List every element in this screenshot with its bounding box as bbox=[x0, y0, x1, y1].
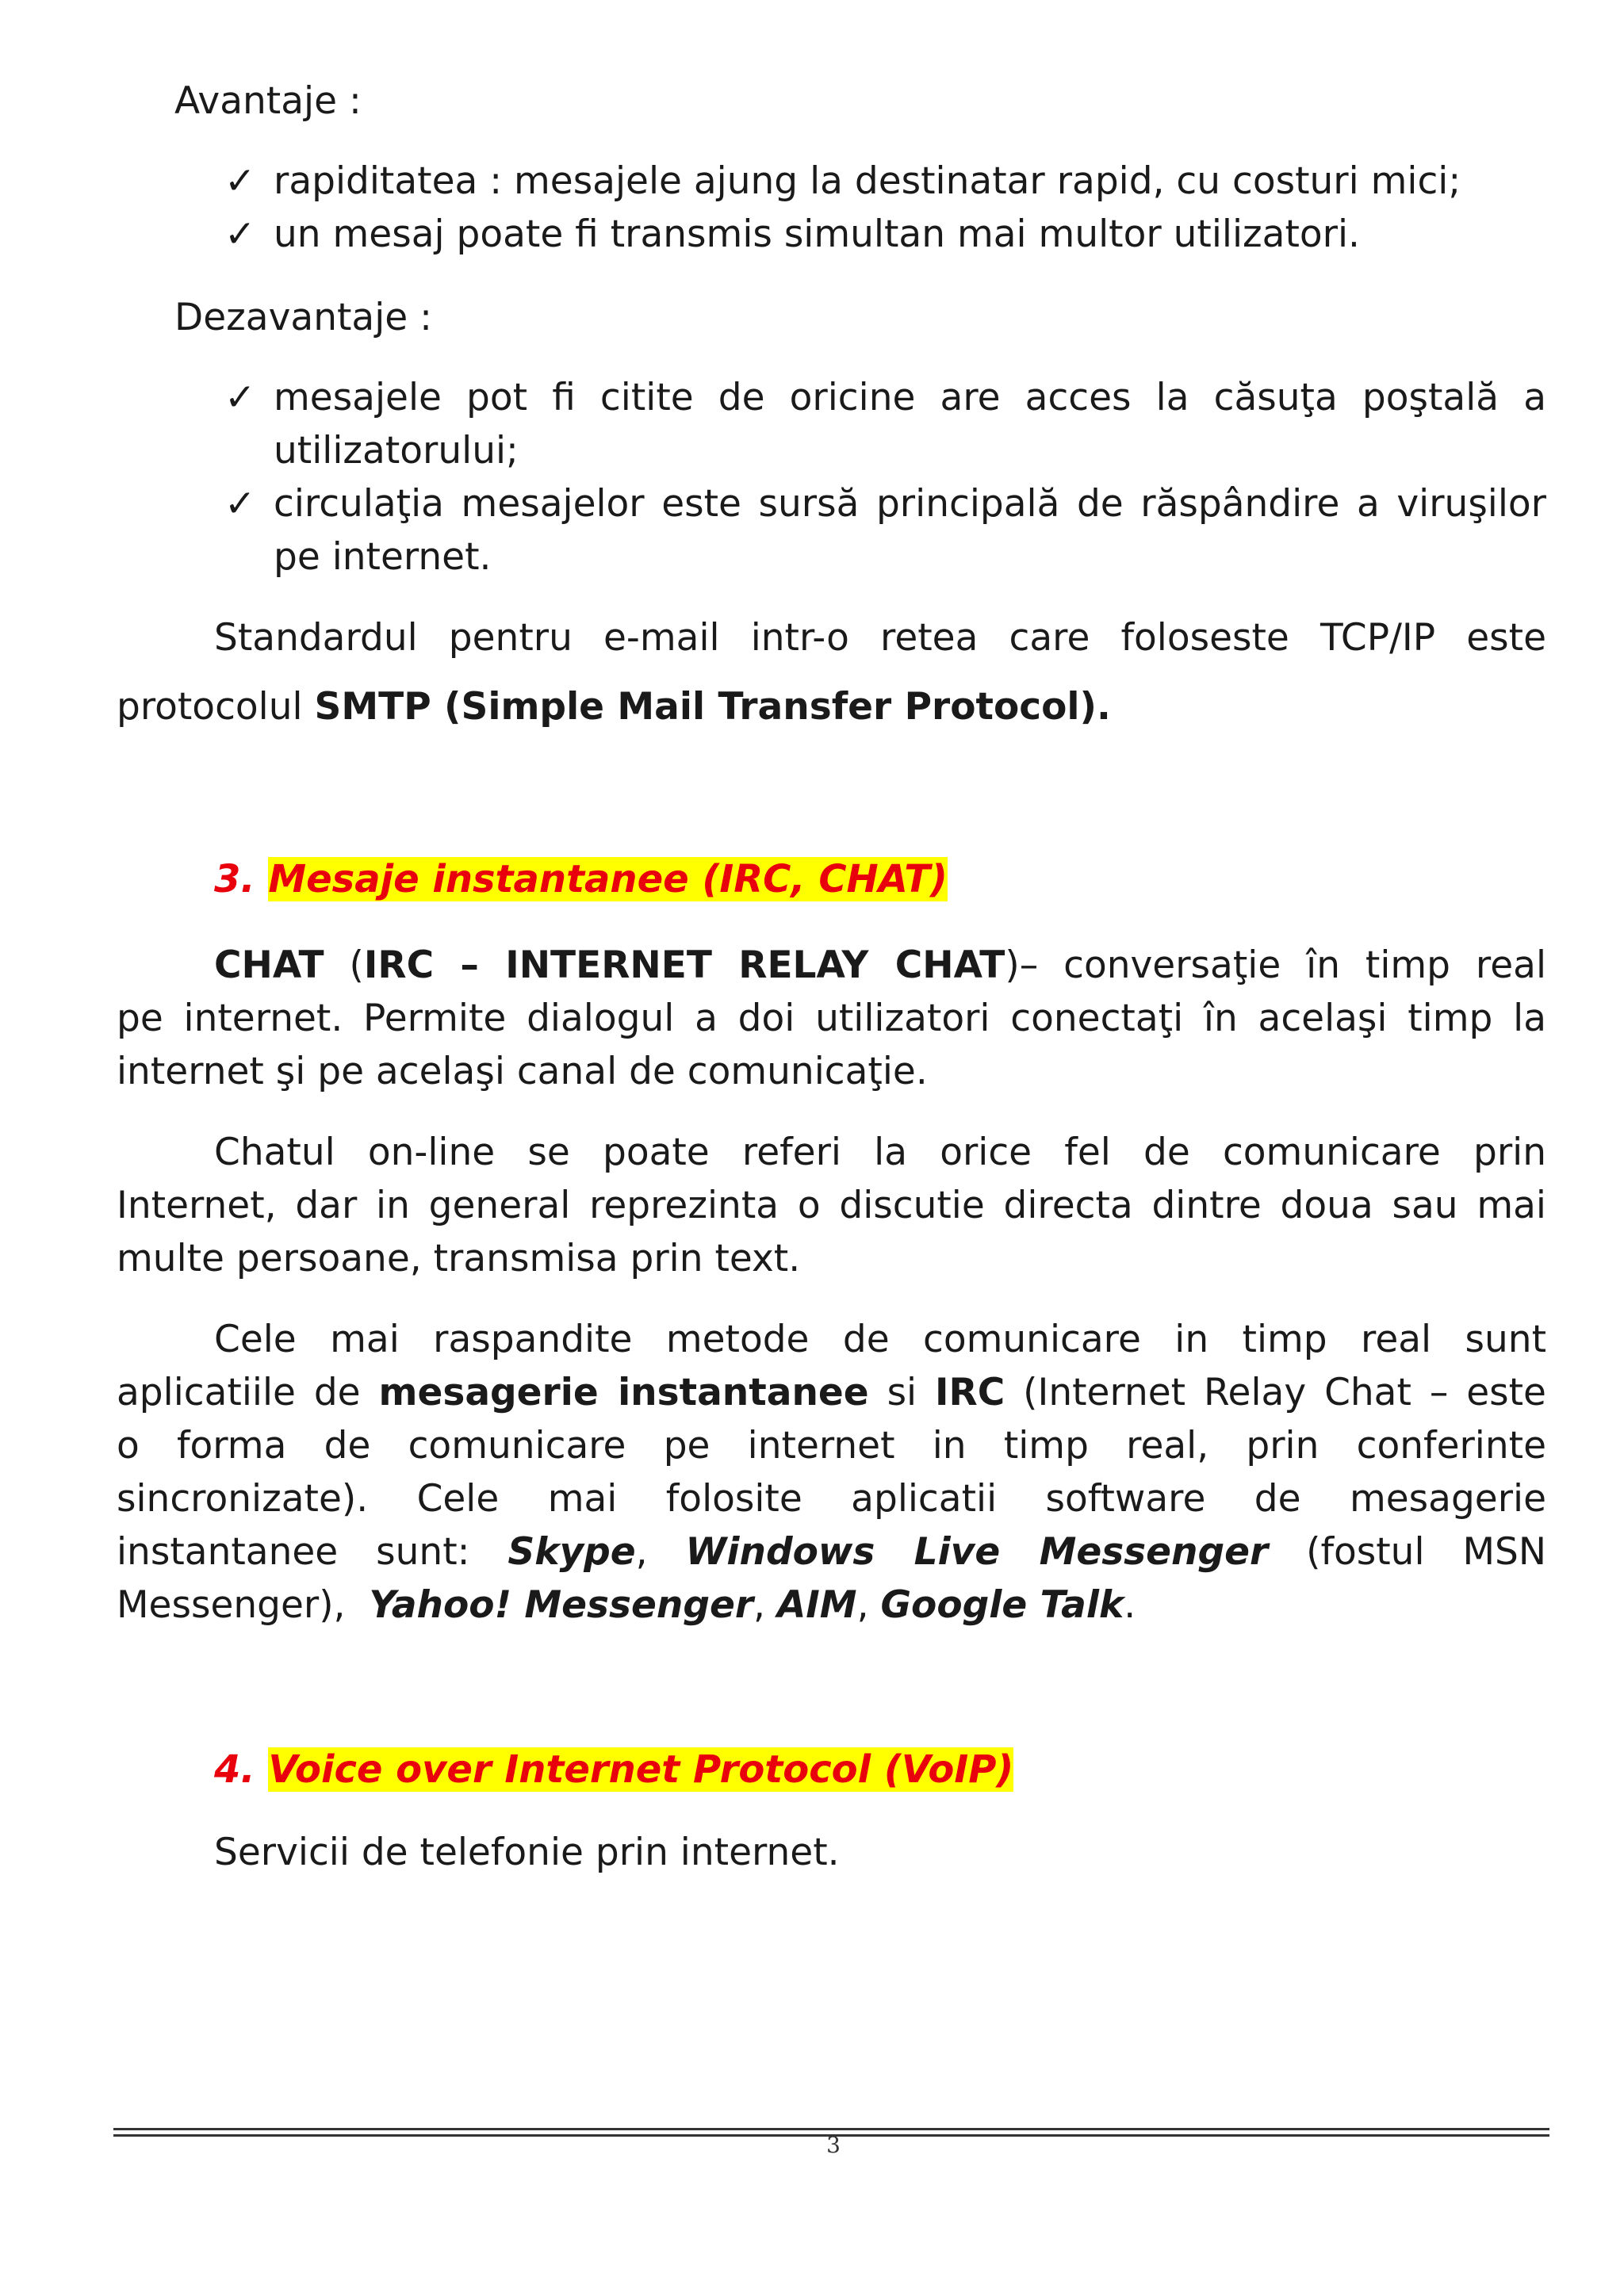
disadvantage-item-1-line2: utilizatorului; bbox=[274, 429, 519, 473]
section-4-heading bbox=[214, 1744, 1013, 1795]
disadvantage-item-2-line1: circulaţia mesajelor este sursă principală de răspândire a viruşilor bbox=[274, 482, 1546, 526]
windows-live-messenger-name: Windows Live Messenger bbox=[685, 1530, 1269, 1574]
chat-para-line1: CHAT (IRC – INTERNET RELAY CHAT)– conversaţie în timp real bbox=[214, 943, 1546, 987]
advantage-item-2: un mesaj poate fi transmis simultan mai multor utilizatori. bbox=[274, 212, 1360, 256]
disadvantage-item-2-line2: pe internet. bbox=[274, 535, 492, 579]
disadvantage-item-1-line1: mesajele pot fi citite de oricine are acces la căsuţa poştală a bbox=[274, 376, 1546, 419]
methods-para-line4: sincronizate). Cele mai folosite aplicatii software de mesagerie bbox=[117, 1477, 1546, 1521]
irc-term: IRC bbox=[935, 1371, 1005, 1414]
chatonline-para-line2: Internet, dar in general reprezinta o discutie directa dintre doua sau mai bbox=[117, 1184, 1546, 1227]
smtp-prefix: protocolul bbox=[117, 685, 315, 729]
chat-para-line2: pe internet. Permite dialogul a doi utilizatori conectaţi în acelaşi timp la bbox=[117, 997, 1546, 1040]
google-talk-name: Google Talk bbox=[880, 1583, 1124, 1627]
smtp-line1: Standardul pentru e-mail intr-o retea care foloseste TCP/IP este bbox=[214, 616, 1546, 660]
methods-para-line6: Messenger), Yahoo! Messenger, AIM, Google Talk. bbox=[117, 1583, 1136, 1627]
yahoo-messenger-name: Yahoo! Messenger bbox=[369, 1583, 754, 1627]
section-3-heading bbox=[214, 854, 948, 905]
advantage-item-1: rapiditatea : mesajele ajung la destinatar rapid, cu costuri mici; bbox=[274, 159, 1461, 203]
instant-messaging-term: mesagerie instantanee bbox=[378, 1371, 869, 1414]
footer-rule-top bbox=[113, 2128, 1549, 2130]
page-number: 3 bbox=[826, 2132, 841, 2158]
advantages-heading: Avantaje : bbox=[174, 79, 362, 123]
methods-para-line5: instantanee sunt: Skype, Windows Live Messenger (fostul MSN bbox=[117, 1530, 1547, 1574]
chatonline-para-line1: Chatul on-line se poate referi la orice fel de comunicare prin bbox=[214, 1131, 1546, 1174]
methods-para-line3: o forma de comunicare pe internet in timp real, prin conferinte bbox=[117, 1424, 1546, 1468]
section-3-title: Mesaje instantanee (IRC, CHAT) bbox=[268, 857, 948, 901]
section-4-number: 4. bbox=[214, 1747, 255, 1792]
smtp-protocol-name: SMTP (Simple Mail Transfer Protocol). bbox=[314, 685, 1111, 729]
section-4-title: Voice over Internet Protocol (VoIP) bbox=[268, 1747, 1014, 1792]
chat-term: CHAT bbox=[214, 943, 324, 987]
smtp-line2 bbox=[117, 680, 1546, 734]
methods-para-line2: aplicatiile de mesagerie instantanee si IRC (Internet Relay Chat – este bbox=[117, 1371, 1546, 1414]
skype-name: Skype bbox=[508, 1530, 636, 1574]
voip-description: Servicii de telefonie prin internet. bbox=[214, 1831, 840, 1874]
methods-para-line1: Cele mai raspandite metode de comunicare in timp real sunt bbox=[214, 1318, 1546, 1361]
aim-name: AIM bbox=[776, 1583, 857, 1627]
chat-para-line3: internet şi pe acelaşi canal de comunicaţie. bbox=[117, 1050, 928, 1093]
check-icon: ✓ bbox=[224, 212, 256, 256]
check-icon: ✓ bbox=[224, 159, 256, 203]
irc-term: IRC – INTERNET RELAY CHAT bbox=[363, 943, 1005, 987]
section-3-number: 3. bbox=[214, 857, 255, 901]
check-icon: ✓ bbox=[224, 482, 256, 526]
chatonline-para-line3: multe persoane, transmisa prin text. bbox=[117, 1237, 801, 1280]
check-icon: ✓ bbox=[224, 376, 256, 419]
disadvantages-heading: Dezavantaje : bbox=[174, 296, 432, 339]
